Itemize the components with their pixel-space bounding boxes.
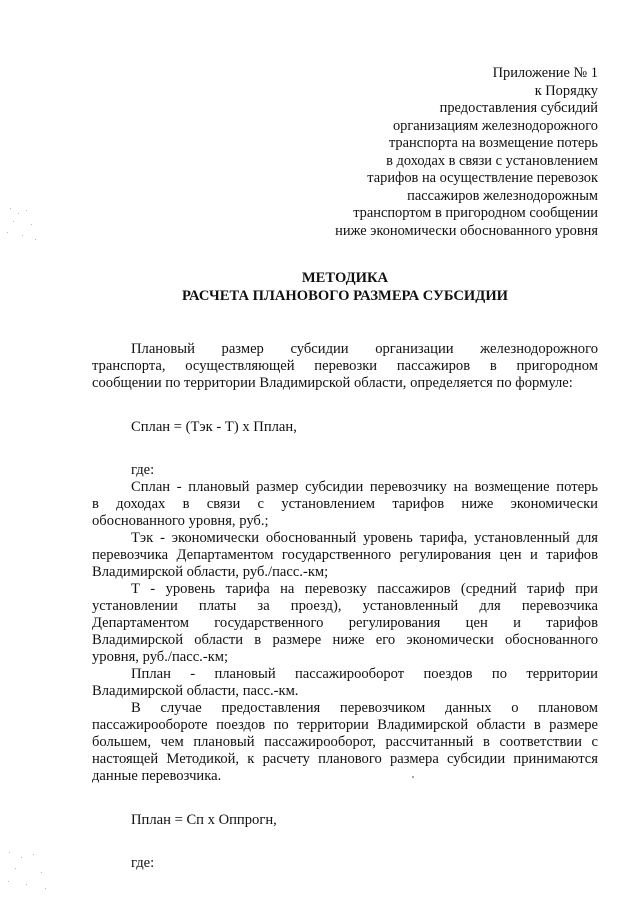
text-line: обоснованного уровня, руб.; — [92, 513, 269, 529]
text-line: сообщении по территории Владимирской области, определяется по формуле: — [92, 375, 573, 391]
text-line: Владимирской области в размере ниже его экономически обоснованного — [92, 632, 598, 648]
case-paragraph — [92, 700, 598, 785]
definition-pplan — [92, 666, 598, 700]
text-line: Сплан - плановый размер субсидии перевозчику на возмещение потерь — [131, 479, 598, 495]
intro-paragraph — [92, 341, 598, 392]
appendix-line: предоставления субсидий — [439, 100, 598, 116]
appendix-header — [335, 65, 598, 240]
scan-noise-bottom-left — [4, 848, 50, 894]
document-body — [92, 341, 598, 872]
text-line: установлении платы за проезд), установленный для перевозчика — [92, 598, 598, 614]
appendix-line: транспорта на возмещение потерь — [388, 135, 598, 151]
text-line: Тэк - экономически обоснованный уровень тарифа, установленный для — [131, 530, 598, 546]
formula-pplan: Пплан = Сп х Оппрогн, — [131, 812, 277, 828]
scan-noise-top-left — [4, 205, 40, 245]
text-line: пассажирообороте поездов по территории Владимирской области в размере — [92, 717, 598, 733]
where-label: где: — [131, 855, 155, 871]
text-line: Департаментом государственного регулирования цен и тарифов — [92, 615, 598, 631]
definition-tek — [92, 530, 598, 581]
text-line: настоящей Методикой, к расчету планового размера субсидии принимаются — [92, 751, 598, 767]
appendix-line: тарифов на осуществление перевозок — [367, 170, 598, 186]
definition-splan — [92, 479, 598, 530]
document-title — [0, 270, 640, 305]
text-line: данные перевозчика. — [92, 768, 222, 784]
text-line: Пплан - плановый пассажирооборот поездов по территории — [131, 666, 598, 682]
title-line-1: МЕТОДИКА — [301, 270, 389, 286]
text-line: Плановый размер субсидии организации железнодорожного — [131, 341, 598, 357]
appendix-line: в доходах в связи с установлением — [386, 152, 598, 169]
title-line-2: РАСЧЕТА ПЛАНОВОГО РАЗМЕРА СУБСИДИИ — [181, 287, 509, 304]
text-line: Владимирской области, пасс.-км. — [92, 683, 299, 699]
appendix-line: пассажиров железнодорожным — [407, 187, 598, 204]
scan-speck — [412, 776, 414, 778]
appendix-line: ниже экономически обоснованного уровня — [335, 222, 598, 239]
definition-t — [92, 581, 598, 666]
appendix-line: организациям железнодорожного — [392, 117, 598, 134]
text-line: Т - уровень тарифа на перевозку пассажиров (средний тариф при — [131, 581, 598, 597]
text-line: уровня, руб./пасс.-км; — [92, 649, 229, 665]
text-line: перевозчика Департаментом государственного регулирования цен и тарифов — [92, 547, 598, 563]
formula-splan: Сплан = (Тэк - Т) х Пплан, — [131, 419, 297, 435]
where-label: где: — [131, 462, 155, 478]
text-line: В случае предоставления перевозчиком данных о плановом — [131, 700, 598, 716]
text-line: большем, чем плановый пассажирооборот, рассчитанный в соответствии с — [92, 734, 598, 750]
text-line: Владимирской области, руб./пасс.-км; — [92, 564, 329, 580]
appendix-line: транспортом в пригородном сообщении — [353, 205, 598, 221]
text-line: в доходах в связи с установлением тарифов ниже экономически — [92, 496, 598, 512]
appendix-line: к Порядку — [534, 82, 598, 99]
text-line: транспорта, осуществляющей перевозки пассажиров в пригородном — [92, 358, 598, 374]
appendix-line: Приложение № 1 — [492, 65, 598, 81]
